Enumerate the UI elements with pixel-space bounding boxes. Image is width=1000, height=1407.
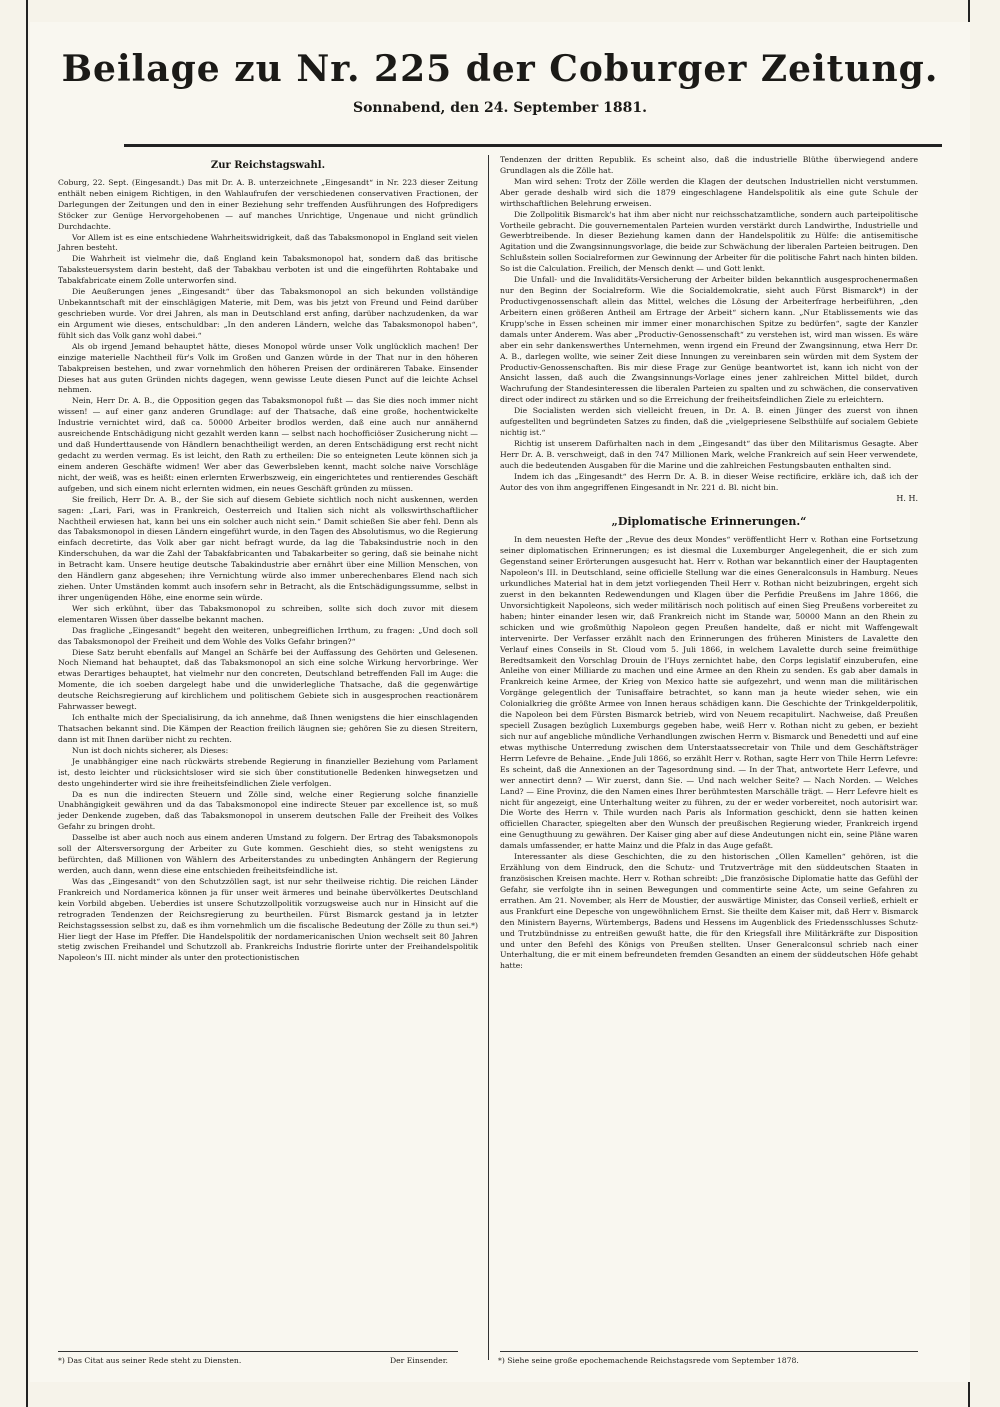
paragraph: Wer sich erkühnt, über das Tabaksmonopol zu schreiben, sollte sich doch zuvor mit diesem elementaren Wissen über dasselbe bekannt machen. bbox=[58, 603, 478, 624]
paragraph: Vor Allem ist es eine entschiedene Wahrheitswidrigkeit, daß das Tabaksmonopol in England seit vielen Jahren besteht. bbox=[58, 232, 478, 253]
right-column bbox=[500, 155, 918, 972]
masthead bbox=[30, 48, 970, 116]
footnote-left-text: *) Das Citat aus seiner Rede steht zu Diensten. bbox=[58, 1356, 242, 1365]
paragraph: Nun ist doch nichts sicherer, als Dieses: bbox=[72, 745, 229, 755]
paragraph: Die Unfall- und die Invaliditäts-Versicherung der Arbeiter bilden bekanntlich ausgesprochenermaßen nur den Beginn der Socialreform. Wie die Socialdemokratie, sieht auch Fürst Bismarck*) in der Productivgenossenschaft allein das Mittel, welches die Lösung der Arbeiterfrage herbeiführen, „den Arbeitern einen größeren Antheil am Ertrage der Arbeit“ sichern kann. „Nur Etablissements wie das Krupp'sche in Essen scheinen mir immer einer monarchischen Spitze zu bedürfen“, sagte der Kanzler damals unter Anderem. Was aber „Productiv-Genossenschaft“ zu verstehen ist, wird man wissen. Es wäre aber ein sehr dankenswerthes Unternehmen, wenn irgend ein Freund der Zwangsinnung, etwa Herr Dr. A. B., darlegen wollte, wie seiner Zeit diese Innungen zu vereinbaren sein würden mit dem System der Productiv-Genossenschaften. Bis mir diese Frage zur Genüge beantwortet ist, kann ich nicht von der Ansicht lassen, daß auch die Zwangsinnungs-Vorlage eines jener zahlreichen Mittel bildet, durch Wachrufung der Standesinteressen die liberalen Parteien zu spalten und zu schwächen, die conservativen direct oder indirect zu stärken und so die Erreichung der freiheitsfeindlichen Ziele zu erleichtern. bbox=[500, 275, 918, 405]
column-divider bbox=[488, 155, 489, 1360]
footnote-rule-right bbox=[500, 1351, 918, 1352]
paragraph: Coburg, 22. Sept. (Eingesandt.) Das mit Dr. A. B. unterzeichnete „Eingesandt“ in Nr. 223 dieser Zeitung enthält neben einigem Richtigen, in den Wahlaufrufen der verschiedenen conservativen Fractionen, der Darlegungen der Zeitungen und den in einer Beziehung sehr treffenden Ausführungen des Hofpredigers Stöcker zur Genüge Hervorgehobenen — auf manches Unrichtige, Ungenaue und nicht gründlich Durchdachte. bbox=[58, 177, 478, 231]
paragraph: In dem neuesten Hefte der „Revue des deux Mondes“ veröffentlicht Herr v. Rothan eine Fortsetzung seiner diplomatischen Erinnerungen; es ist diesmal die Luxemburger Angelegenheit, die er sich zum Gegenstand seiner Erörterungen ausgesucht hat. Herr v. Rothan war bekanntlich einer der Hauptagenten Napoleon's III. in Deutschland, seine officielle Stellung war die eines Generalconsuls in Hamburg. Neues urkundliches Material hat in dem jetzt vorliegenden Theil Herr v. Rothan nicht beizubringen, ergeht sich zuerst in den bekannten Redewendungen und Klagen über die Perfidie Preußens im Jahre 1866, die Unvorsichtigkeit Napoleons, sich weder militärisch noch politisch auf einen Sieg Preußens vorbereitet zu haben; hinter einander lesen wir, daß Frankreich nicht im Stande war, 50000 Mann an den Rhein zu schicken und wie großmüthig Napoleon gegen Preußen handelte, daß er nicht mit Waffengewalt intervenirte. Der Verfasser erzählt nach den Erinnerungen des früheren Ministers de Lavalette den Verlauf eines Conseils in St. Cloud vom 5. Juli 1866, in welchem Lavalette durch seine freimüthige Beredtsamkeit den Vorschlag Drouin de l'Huys zernichtet habe, den Corps legislatif einzuberufen, eine Anleihe von einer Milliarde zu machen und eine Armee an den Rhein zu senden. Es gab aber damals in Frankreich keine Armee, der Krieg von Mexico hatte sie aufgezehrt, und wenn man die militärischen Vorgänge gelegentlich der Tunisaffaire betrachtet, so kann man ja heute wieder sehen, wie ein Colonialkrieg die größte Armee von Innen heraus schädigen kann. Die Geschichte der Trinkgelderpolitik, die Napoleon bei dem Fürsten Bismarck betrieb, wird von Neuem recapitulirt. Nachweise, daß Preußen speciell Zusagen bezüglich Luxemburgs gegeben habe, weiß Herr v. Rothan nicht zu geben, er bezieht sich nur auf angebliche mündliche Verhandlungen zwischen Herrn v. Bismarck und Benedetti und auf eine etwas mythische Unterredung zwischen dem Unterstaatssecretair von Thile und dem Geschäftsträger Herrn Lefevre de Behaine. „Ende Juli 1866, so erzählt Herr v. Rothan, sagte Herr von Thile Herrn Lefevre: Es scheint, daß die Annexionen an der Tagesordnung sind. — In der That, antwortete Herr Lefevre, und wer annectirt denn? — Wir zuerst, dann Sie. — Und nach welcher Seite? — Nach Norden. — Welches Land? — Eine Provinz, die den Namen eines Ihrer berühmtesten Marschälle trägt. — Herr Lefevre hielt es nicht für angezeigt, eine Unterhaltung weiter zu führen, zu der er weder vorbereitet, noch autorisirt war. Die Worte des Herrn v. Thile wurden nach Paris als Information geschickt, denn sie hatten keinen officiellen Character, spiegelten aber den Wunsch der preußischen Regierung wieder, Frankreich irgend eine Genugthuung zu gewähren. Der Kaiser ging aber auf diese Andeutungen nicht ein, seine Pläne waren damals umfassender, er hatte Mainz und die Pfalz in das Auge gefaßt. bbox=[500, 535, 918, 851]
paragraph: Als ob irgend Jemand behauptet hätte, dieses Monopol würde unser Volk unglücklich machen! Der einzige materielle Nachtheil für's Volk im Großen und Ganzen würde in der That nur in den höheren Tabakpreisen bestehen, und zwar vornehmlich den höheren Preisen der ordinäreren Tabake. Einsender Dieses hat aus guten Gründen nichts dagegen, wenn gewisse Leute diesen Punct auf die leichte Achsel nehmen. bbox=[58, 341, 478, 395]
paragraph: Richtig ist unserem Dafürhalten nach in dem „Eingesandt“ das über den Militarismus Gesagte. Aber Herr Dr. A. B. verschweigt, daß in den 747 Millionen Mark, welche Frankreich auf sein Heer verwendete, auch die bedeutenden Ausgaben für die Marine und die zahlreichen Festungsbauten enthalten sind. bbox=[500, 438, 918, 470]
paragraph: Die Aeußerungen jenes „Eingesandt“ über das Tabaksmonopol an sich bekunden vollständige Unbekanntschaft mit der einschlägigen Materie, mit Dem, was bis jetzt von Freund und Feind darüber geschrieben wurde. Vor drei Jahren, als man in Deutschland erst anfing, darüber nachzudenken, da war ein Argument wie dieses, entschuldbar: „In den anderen Ländern, welche das Tabaksmonopol haben“, fühlt sich das Volk ganz wohl dabei.“ bbox=[58, 287, 478, 340]
paragraph: Nein, Herr Dr. A. B., die Opposition gegen das Tabaksmonopol fußt — das Sie dies noch immer nicht wissen! — auf einer ganz anderen Grundlage: auf der Thatsache, daß eine große, hochentwickelte Industrie vernichtet wird, daß ca. 50000 Arbeiter brodlos werden, daß eine auch nur annähernd ausreichende Entschädigung nicht gezahlt werden kann — selbst nach hochofficiöser Zusicherung nicht — und daß Hunderttausende von Händlern benachtheiligt werden, an deren Entschädigung erst recht nicht gedacht zu werden vermag. Es ist leicht, den Rath zu ertheilen: Die so enteigneten Leute können sich ja einem anderen Geschäfte widmen! Wer aber das Gewerbsleben kennt, macht solche naive Vorschläge nicht, der weiß, was es heißt: einen erlernten Erwerbszweig, ein eingerichtetes und rentierendes Geschäft aufgeben, und sich einem nicht erlernten widmen, ein neues Geschäft gründen zu müssen. bbox=[58, 396, 478, 493]
article-heading-reichstagswahl: Zur Reichstagswahl. bbox=[210, 160, 326, 171]
paragraph: Diese Satz beruht ebenfalls auf Mangel an Schärfe bei der Auffassung des Gehörten und Gelesenen. Noch Niemand hat behauptet, daß das Tabaksmonopol an sich eine solche Wirkung hervorbringe. Wer etwas Derartiges behauptet, hat vielmehr nur den concreten, Deutschland betreffenden Fall im Auge: die Momente, die ich soeben dargelegt habe und die unwiderlegliche Thatsache, daß die gegenwärtige deutsche Reichsregierung auf kirchlichem und politischem Gebiete sich in ausgesprochen reactionärem Fahrwasser bewegt. bbox=[58, 647, 478, 712]
left-column bbox=[58, 155, 478, 964]
paragraph: Man wird sehen: Trotz der Zölle werden die Klagen der deutschen Industriellen nicht verstummen. Aber gerade deshalb wird sich die 1879 eingeschlagene Handelspolitik als eine gute Schule der wirthschaftlichen Belehrung erweisen. bbox=[500, 176, 918, 208]
newspaper-page bbox=[30, 22, 970, 1382]
paragraph: Ich enthalte mich der Specialisirung, da ich annehme, daß Ihnen wenigstens die hier einschlagenden Thatsachen bekannt sind. Die Kämpen der Reaction freilich läugnen sie; gehören Sie zu diesen Streitern, dann ist mit Ihnen darüber nicht zu rechten. bbox=[58, 713, 478, 744]
paragraph: Dasselbe ist aber auch noch aus einem anderen Umstand zu folgern. Der Ertrag des Tabaksmonopols soll der Altersversorgung der Arbeiter zu Gute kommen. Geschieht dies, so steht wenigstens zu befürchten, daß Millionen von Wählern des Arbeiterstandes zu unbedingten Anhängern der Regierung werden, auch dann, wenn diese eine entschieden freiheitsfeindliche ist. bbox=[58, 833, 478, 875]
paragraph: Da es nun die indirecten Steuern und Zölle sind, welche einer Regierung solche finanzielle Unabhängigkeit gewähren und da das Tabaksmonopol eine indirecte Steuer par excellence ist, so muß jeder Denkende zugeben, daß das Tabaksmonopol in unserem deutschen Falle der Freiheit des Volkes Gefahr zu bringen droht. bbox=[58, 789, 478, 832]
paragraph: Die Wahrheit ist vielmehr die, daß England kein Tabaksmonopol hat, sondern daß das britische Tabaksteuersystem darin besteht, daß der Tabakbau verboten ist und die eingeführten Rohtabake und Tabakfabricate einem Zolle unterworfen sind. bbox=[58, 254, 478, 286]
masthead-date: Sonnabend, den 24. September 1881. bbox=[352, 100, 648, 116]
page-edge-left bbox=[26, 0, 28, 1407]
signature: H. H. bbox=[896, 493, 918, 503]
paragraph: Die Socialisten werden sich vielleicht freuen, in Dr. A. B. einen Jünger des zuerst von ihnen aufgestellten und begründeten Satzes zu finden, daß die „vielgepriesene Selbsthülfe auf socialem Gebiete nichtig ist.“ bbox=[500, 406, 918, 438]
masthead-rule bbox=[124, 144, 942, 147]
footnote-rule-left bbox=[58, 1351, 458, 1352]
footnote-left-signature: Der Einsender. bbox=[389, 1356, 448, 1365]
paragraph: Das fragliche „Eingesandt“ begeht den weiteren, unbegreiflichen Irrthum, zu fragen: „Und doch soll das Tabaksmonopol der Freiheit und dem Wohle des Volks Gefahr bringen?“ bbox=[58, 625, 478, 646]
footnote-right: *) Siehe seine große epochemachende Reichstagsrede vom September 1878. bbox=[498, 1356, 799, 1365]
paragraph: Was das „Eingesandt“ von den Schutzzöllen sagt, ist nur sehr theilweise richtig. Die reichen Länder Frankreich und Nordamerica können ja für unser weit ärmeres und beinahe übervölkertes Deutschland kein Vorbild abgeben. Ueberdies ist unsere Schutzzollpolitik vorzugsweise auch nur in Hinsicht auf die retrograden Tendenzen der Reichsregierung zu beurtheilen. Fürst Bismarck gestand ja in letzter Reichstagssession selbst zu, daß es ihm vornehmlich um die fiscalische Bedeutung der Zölle zu thun sei.*) Hier liegt der Hase im Pfeffer. Die Handelspolitik der nordamericanischen Union wechselt seit 80 Jahren stetig zwischen Freihandel und Schutzzoll ab. Frankreichs Industrie florirte unter der Freihandelspolitik Napoleon's III. nicht minder als unter den protectionistischen bbox=[58, 876, 478, 963]
paragraph: Die Zollpolitik Bismarck's hat ihm aber nicht nur reichsschatzamtliche, sondern auch parteipolitische Vortheile gebracht. Die gouvernementalen Parteien wurden verstärkt durch Landwirthe, Industrielle und Gewerbtreibende. In dieser Beziehung kamen dann der Handelspolitik zu Hülfe: die antisemitische Agitation und die Zwangsinnungsvorlage, die beide zur Schwächung der liberalen Parteien beitrugen. Den Schlußstein sollen Socialreformen zur Gewinnung der Arbeiter für die politische Fahrt nach hinten bilden. So ist die Calculation. Freilich, der Mensch denkt — und Gott lenkt. bbox=[500, 209, 918, 274]
paragraph: Sie freilich, Herr Dr. A. B., der Sie sich auf diesem Gebiete sichtlich noch nicht auskennen, werden sagen: „Lari, Fari, was in Frankreich, Oesterreich und Italien sich nicht als volkswirthschaftlicher Nachtheil erwiesen hat, kann bei uns ein solcher auch nicht sein.“ Damit schießen Sie aber fehl. Denn als das Tabaksmonopol in diesen Ländern eingeführt wurde, in den Tagen des Absolutismus, wo die Regierung einfach decretirte, das Volk aber gar nicht befragt wurde, da lag die Tabaksindustrie noch in den Kinderschuhen, da war die Zahl der Tabakfabricanten und Tabakarbeiter so gering, daß sie beinahe nicht in Betracht kam. Unsere heutige deutsche Tabakindustrie aber ernährt über eine Million Menschen, von den Händlern ganz abgesehen; ihre Vernichtung würde also immer unberechenbares Elend nach sich ziehen. Unter Umständen kommt auch insofern sehr in Betracht, als die Entschädigungssumme, selbst in ihrer ungenügenden Höhe, eine enorme sein würde. bbox=[58, 494, 478, 602]
footnote-left bbox=[58, 1356, 448, 1365]
paragraph: Interessanter als diese Geschichten, die zu den historischen „Ollen Kamellen“ gehören, ist die Erzählung von dem Eindruck, den die Schutz- und Trutzverträge mit den süddeutschen Staaten in französischen Kreisen machte. Herr v. Rothan schreibt: „Die französische Diplomatie hatte das Gefühl der Gefahr, sie verfolgte ihn in seinen Bewegungen und commentirte seine Acte, um seine Gefahren zu errathen. Am 21. November, als Herr de Moustier, der auswärtige Minister, das Conseil verließ, erhielt er aus Frankfurt eine Depesche von ungewöhnlichem Ernst. Sie theilte dem Kaiser mit, daß Herr v. Bismarck den Ministern Bayerns, Würtembergs, Badens und Hessens im Augenblick des Friedensschlusses Schutz- und Trutzbündnisse zu entreißen gewußt hatte, die für den Kriegsfall ihre Militärkräfte zur Disposition und unter den Befehl des Königs von Preußen stellten. Unser Generalconsul schrieb nach einer Unterhaltung, die er mit einem befreundeten fremden Gesandten an einem der süddeutschen Höfe gehabt hatte: bbox=[500, 852, 918, 971]
article-heading-diplomatische: „Diplomatische Erinnerungen.“ bbox=[611, 514, 807, 528]
paragraph: Je unabhängiger eine nach rückwärts strebende Regierung in finanzieller Beziehung vom Parlament ist, desto leichter und rücksichtsloser wird sie sich über constitutionelle Bedenken hinwegsetzen und desto ungehinderter wird sie ihre freiheitsfeindlichen Ziele verfolgen. bbox=[58, 756, 478, 788]
paragraph: Tendenzen der dritten Republik. Es scheint also, daß die industrielle Blüthe überwiegend andere Grundlagen als die Zölle hat. bbox=[500, 155, 918, 175]
paragraph: Indem ich das „Eingesandt“ des Herrn Dr. A. B. in dieser Weise rectificire, erkläre ich, daß ich der Autor des von ihm angegriffenen Eingesandt in Nr. 221 d. Bl. nicht bin. bbox=[500, 471, 918, 492]
masthead-title: Beilage zu Nr. 225 der Coburger Zeitung. bbox=[61, 48, 939, 90]
